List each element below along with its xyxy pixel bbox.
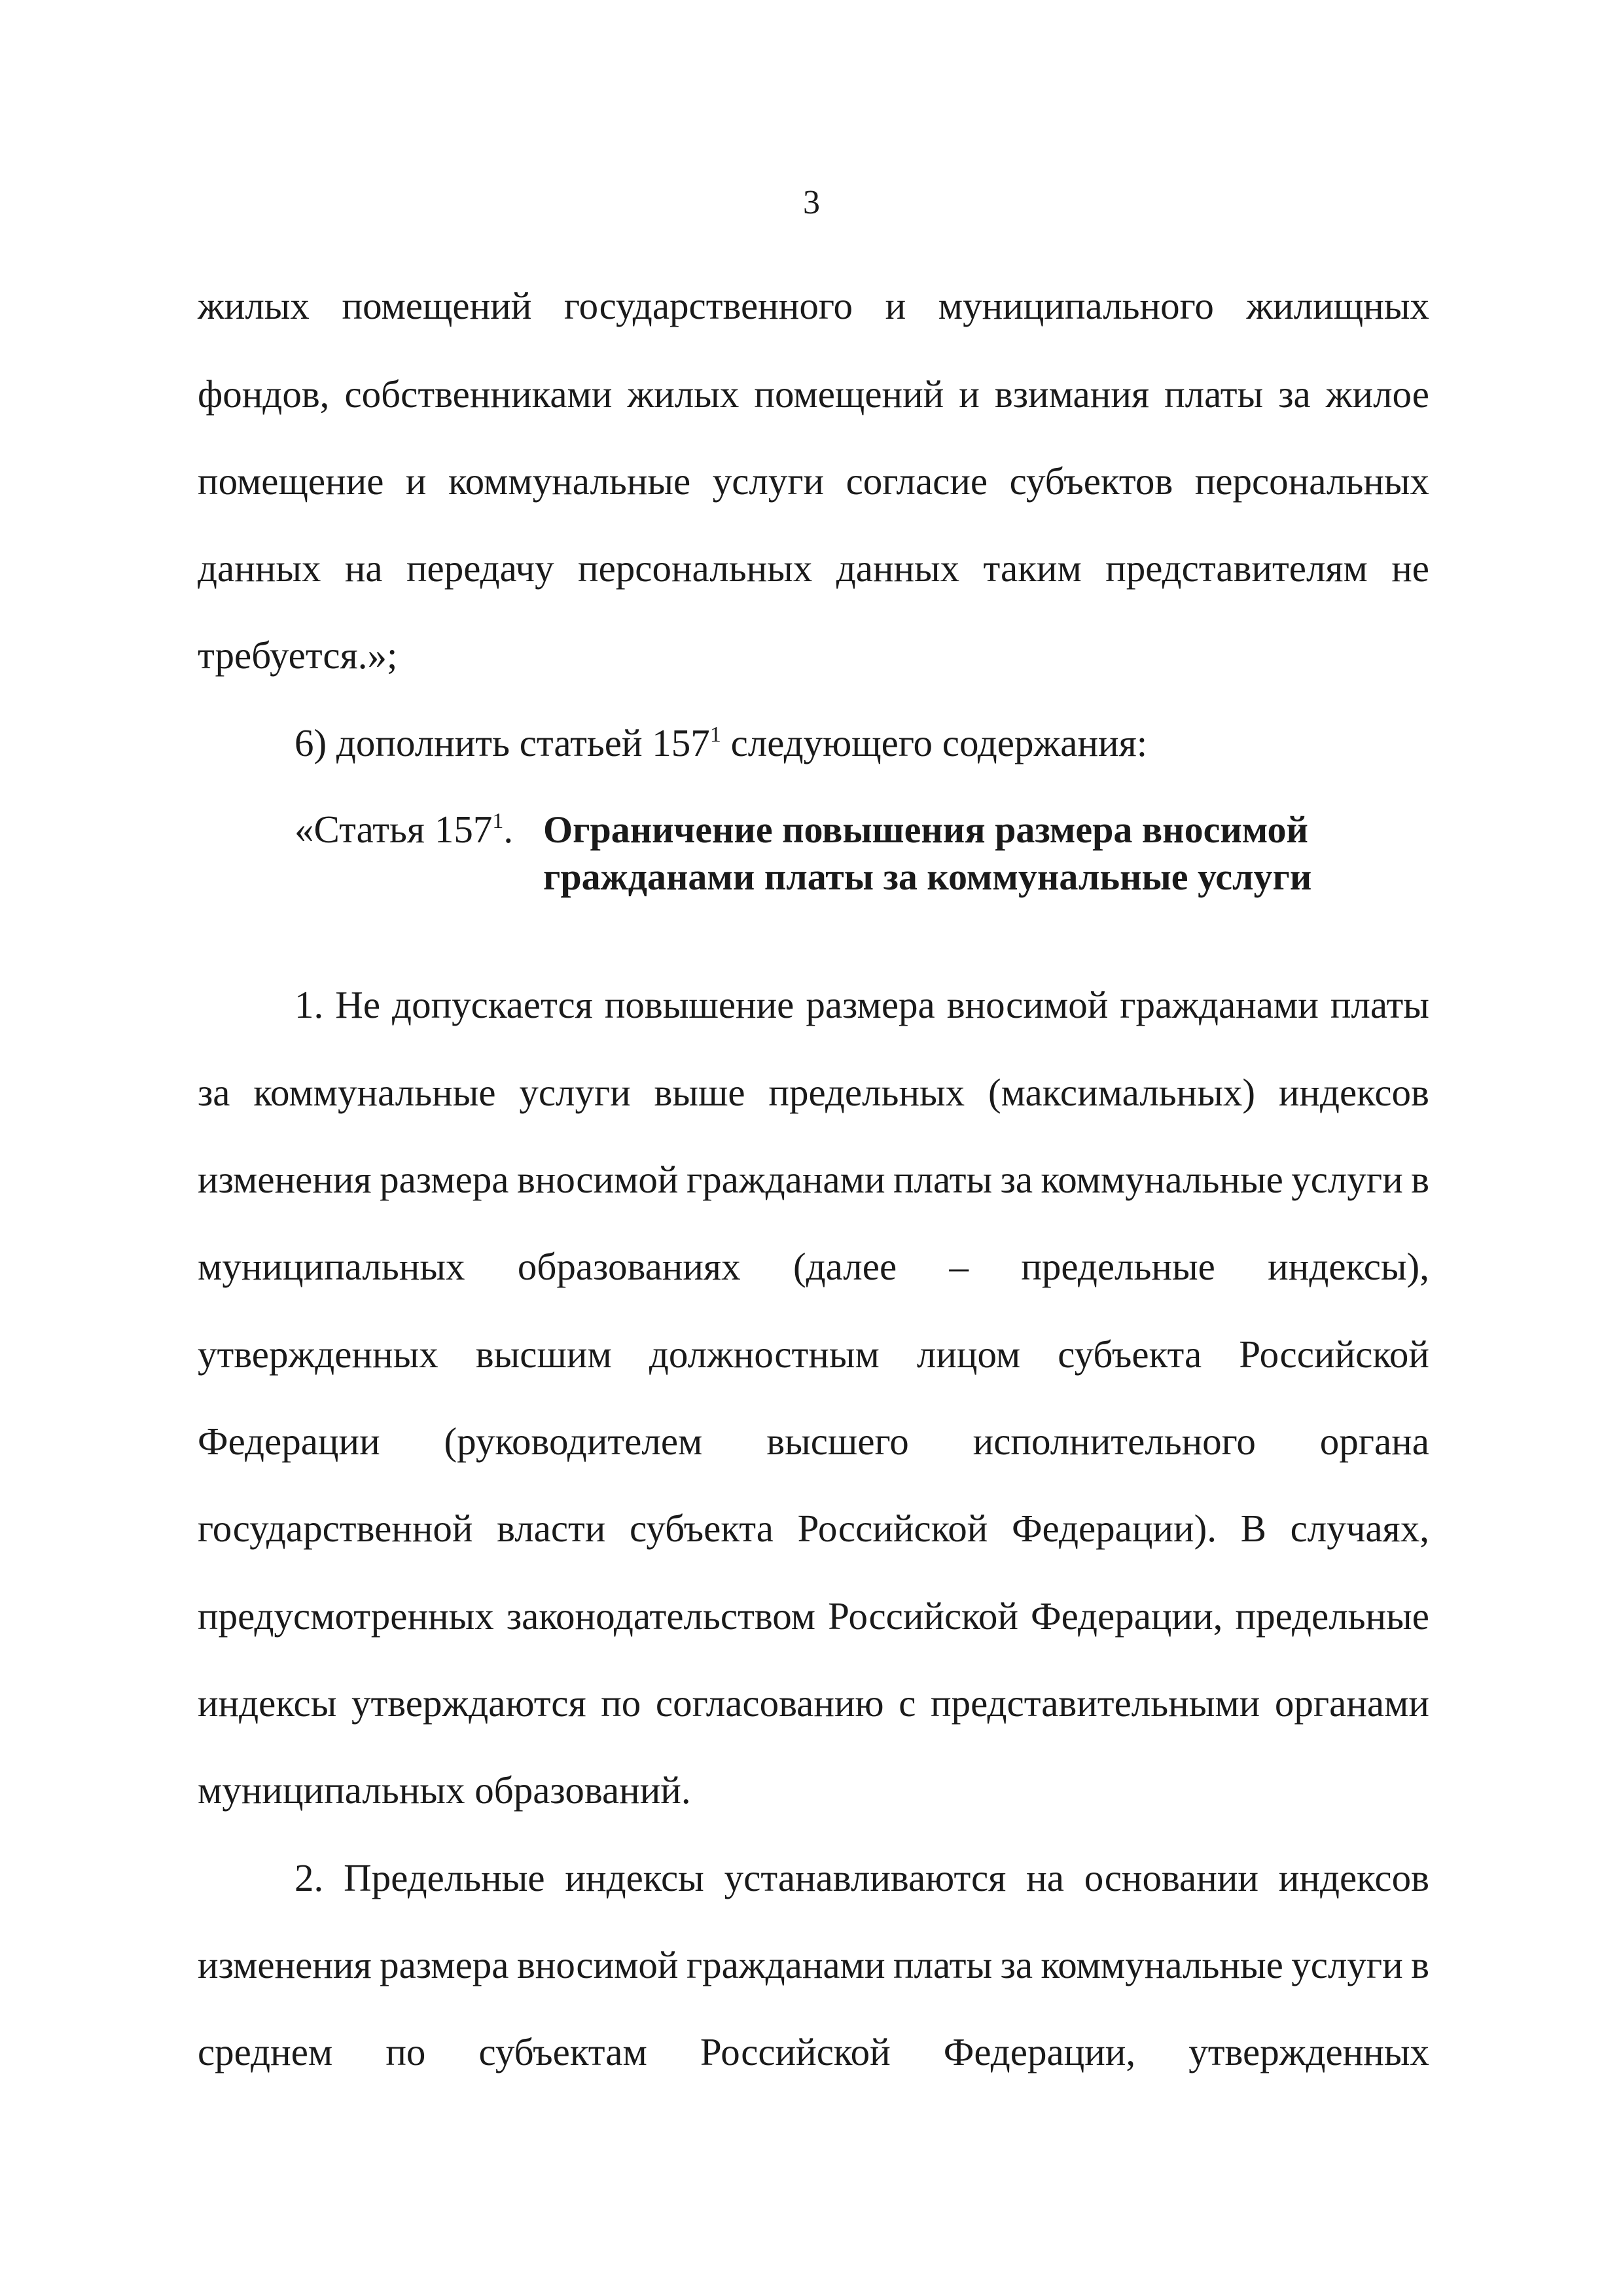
word: за (1278, 372, 1311, 416)
word: Российской (828, 1594, 1018, 1638)
word: и (959, 372, 980, 416)
word: согласованию (655, 1681, 884, 1725)
word: размера (380, 1943, 509, 1986)
word: вносимой (516, 1943, 679, 1986)
word: Российской (700, 2030, 891, 2073)
word: законодательством (506, 1594, 816, 1638)
article-label (294, 806, 513, 852)
word: услуги (712, 459, 825, 503)
word: изменения (198, 1943, 372, 1986)
word: субъекта (1058, 1333, 1202, 1376)
word: платы (1330, 983, 1429, 1026)
paragraph-line (198, 1157, 1429, 1202)
word: представительными (931, 1681, 1260, 1725)
word: Федерации). (1011, 1507, 1217, 1550)
paragraph-line (198, 2029, 1429, 2075)
word: данных (836, 547, 960, 590)
article-title-line: Ограничение повышения размера вносимой (543, 808, 1308, 851)
word: не (1391, 547, 1429, 590)
paragraph-line (198, 1505, 1429, 1551)
word: данных (198, 547, 321, 590)
word: жилых (198, 284, 310, 327)
word: основании (1084, 1856, 1258, 1899)
word: помещений (342, 284, 532, 327)
word: субъектам (478, 2030, 647, 2073)
paragraph-line (198, 1593, 1429, 1639)
word: вносимой (516, 1158, 679, 1201)
word: коммунальные (253, 1071, 496, 1114)
paragraph-line-last: требуется.»; (198, 634, 398, 677)
word: и (405, 459, 427, 503)
word: индексы), (1268, 1245, 1429, 1288)
word: (максимальных) (988, 1071, 1256, 1114)
word: гражданами (686, 1158, 885, 1201)
word: утверждаются (351, 1681, 586, 1725)
paragraph-line (198, 1244, 1429, 1289)
word: допускается (392, 983, 593, 1026)
word: собственниками (344, 372, 613, 416)
word: 1. (294, 983, 324, 1026)
word: жилищных (1246, 284, 1429, 327)
word: – (949, 1245, 969, 1288)
word: муниципального (938, 284, 1214, 327)
word: предельные (1021, 1245, 1215, 1288)
word: лицом (916, 1333, 1021, 1376)
word: индексов (1278, 1071, 1429, 1114)
word: муниципальных (198, 1245, 465, 1288)
paragraph-line (198, 1069, 1429, 1115)
word: фондов, (198, 372, 330, 416)
word: жилое (1325, 372, 1429, 416)
word: высшим (475, 1333, 612, 1376)
word: жилых (627, 372, 740, 416)
paragraph-line (198, 1331, 1429, 1377)
word: коммунальные (1041, 1943, 1283, 1986)
word: устанавливаются (724, 1856, 1007, 1899)
word: размера (380, 1158, 509, 1201)
word: Федерации (198, 1420, 380, 1463)
word: власти (497, 1507, 606, 1550)
paragraph-line (198, 458, 1429, 504)
article-label-superscript: 1 (492, 809, 504, 833)
word: случаях, (1290, 1507, 1429, 1550)
word: помещений (754, 372, 944, 416)
word: платы (893, 1943, 993, 1986)
word: таким (983, 547, 1082, 590)
word: Федерации, (943, 2030, 1136, 2073)
word: предусмотренных (198, 1594, 494, 1638)
word: вносимой (946, 983, 1109, 1026)
word: (далее (793, 1245, 897, 1288)
paragraph-line (198, 545, 1429, 591)
paragraph-line (198, 371, 1429, 417)
word: государственной (198, 1507, 473, 1550)
word: размера (806, 983, 935, 1026)
word: передачу (406, 547, 554, 590)
word: взимания (994, 372, 1150, 416)
word: представителям (1105, 547, 1368, 590)
word: исполнительного (972, 1420, 1256, 1463)
paragraph-line (198, 1680, 1429, 1726)
paragraph-line (294, 982, 1429, 1028)
word: Предельные (344, 1856, 545, 1899)
word: (руководителем (444, 1420, 703, 1463)
word: должностным (649, 1333, 880, 1376)
article-label-dot: . (503, 808, 514, 851)
word: утвержденных (1188, 2030, 1429, 2073)
word: 2. (294, 1856, 324, 1899)
word: по (601, 1681, 641, 1725)
word: Федерации, (1031, 1594, 1223, 1638)
word: платы (1164, 372, 1264, 416)
paragraph-line (198, 283, 1429, 329)
word: услуги (1291, 1943, 1403, 1986)
word: выше (654, 1071, 745, 1114)
word: за (1000, 1158, 1033, 1201)
word: гражданами (686, 1943, 885, 1986)
word: платы (893, 1158, 993, 1201)
word: среднем (198, 2030, 333, 2073)
word: за (198, 1071, 230, 1114)
word: индексы (565, 1856, 704, 1899)
paragraph-line (294, 1855, 1429, 1901)
word: в (1411, 1943, 1429, 1986)
word: по (385, 2030, 426, 2073)
word: изменения (198, 1158, 372, 1201)
article-title (543, 806, 1311, 901)
word: услуги (519, 1071, 631, 1114)
word: в (1411, 1158, 1429, 1201)
item-6-text: 6) дополнить статьей 157 (294, 721, 710, 764)
word: с (899, 1681, 916, 1725)
word: на (1026, 1856, 1064, 1899)
word: персональных (578, 547, 813, 590)
word: гражданами (1120, 983, 1319, 1026)
word: за (1000, 1943, 1033, 1986)
article-label-text: «Статья 157 (294, 808, 493, 851)
word: В (1240, 1507, 1266, 1550)
word: органа (1319, 1420, 1429, 1463)
word: и (885, 284, 906, 327)
word: коммунальные (448, 459, 691, 503)
word: предельные (1235, 1594, 1429, 1638)
paragraph-line (198, 1942, 1429, 1988)
word: государственного (563, 284, 853, 327)
word: органами (1274, 1681, 1429, 1725)
article-title-line: гражданами платы за коммунальные услуги (543, 855, 1312, 898)
word: персональных (1194, 459, 1429, 503)
word: на (344, 547, 383, 590)
word: повышение (604, 983, 794, 1026)
item-6-superscript: 1 (709, 723, 721, 747)
item-6-text-rest: следующего содержания: (721, 721, 1148, 764)
word: высшего (766, 1420, 909, 1463)
word: предельных (768, 1071, 965, 1114)
word: Не (335, 983, 381, 1026)
word: коммунальные (1041, 1158, 1283, 1201)
paragraph-line-last: муниципальных образований. (198, 1768, 691, 1812)
word: Российской (797, 1507, 988, 1550)
page-number: 3 (803, 184, 820, 221)
paragraph-line (198, 1418, 1429, 1464)
word: субъекта (629, 1507, 774, 1550)
word: индексов (1278, 1856, 1429, 1899)
word: согласие (846, 459, 988, 503)
item-6 (294, 720, 1429, 766)
word: помещение (198, 459, 384, 503)
word: образованиях (517, 1245, 741, 1288)
word: Российской (1239, 1333, 1429, 1376)
word: индексы (198, 1681, 337, 1725)
word: субъектов (1009, 459, 1173, 503)
word: утвержденных (198, 1333, 438, 1376)
word: услуги (1291, 1158, 1403, 1201)
